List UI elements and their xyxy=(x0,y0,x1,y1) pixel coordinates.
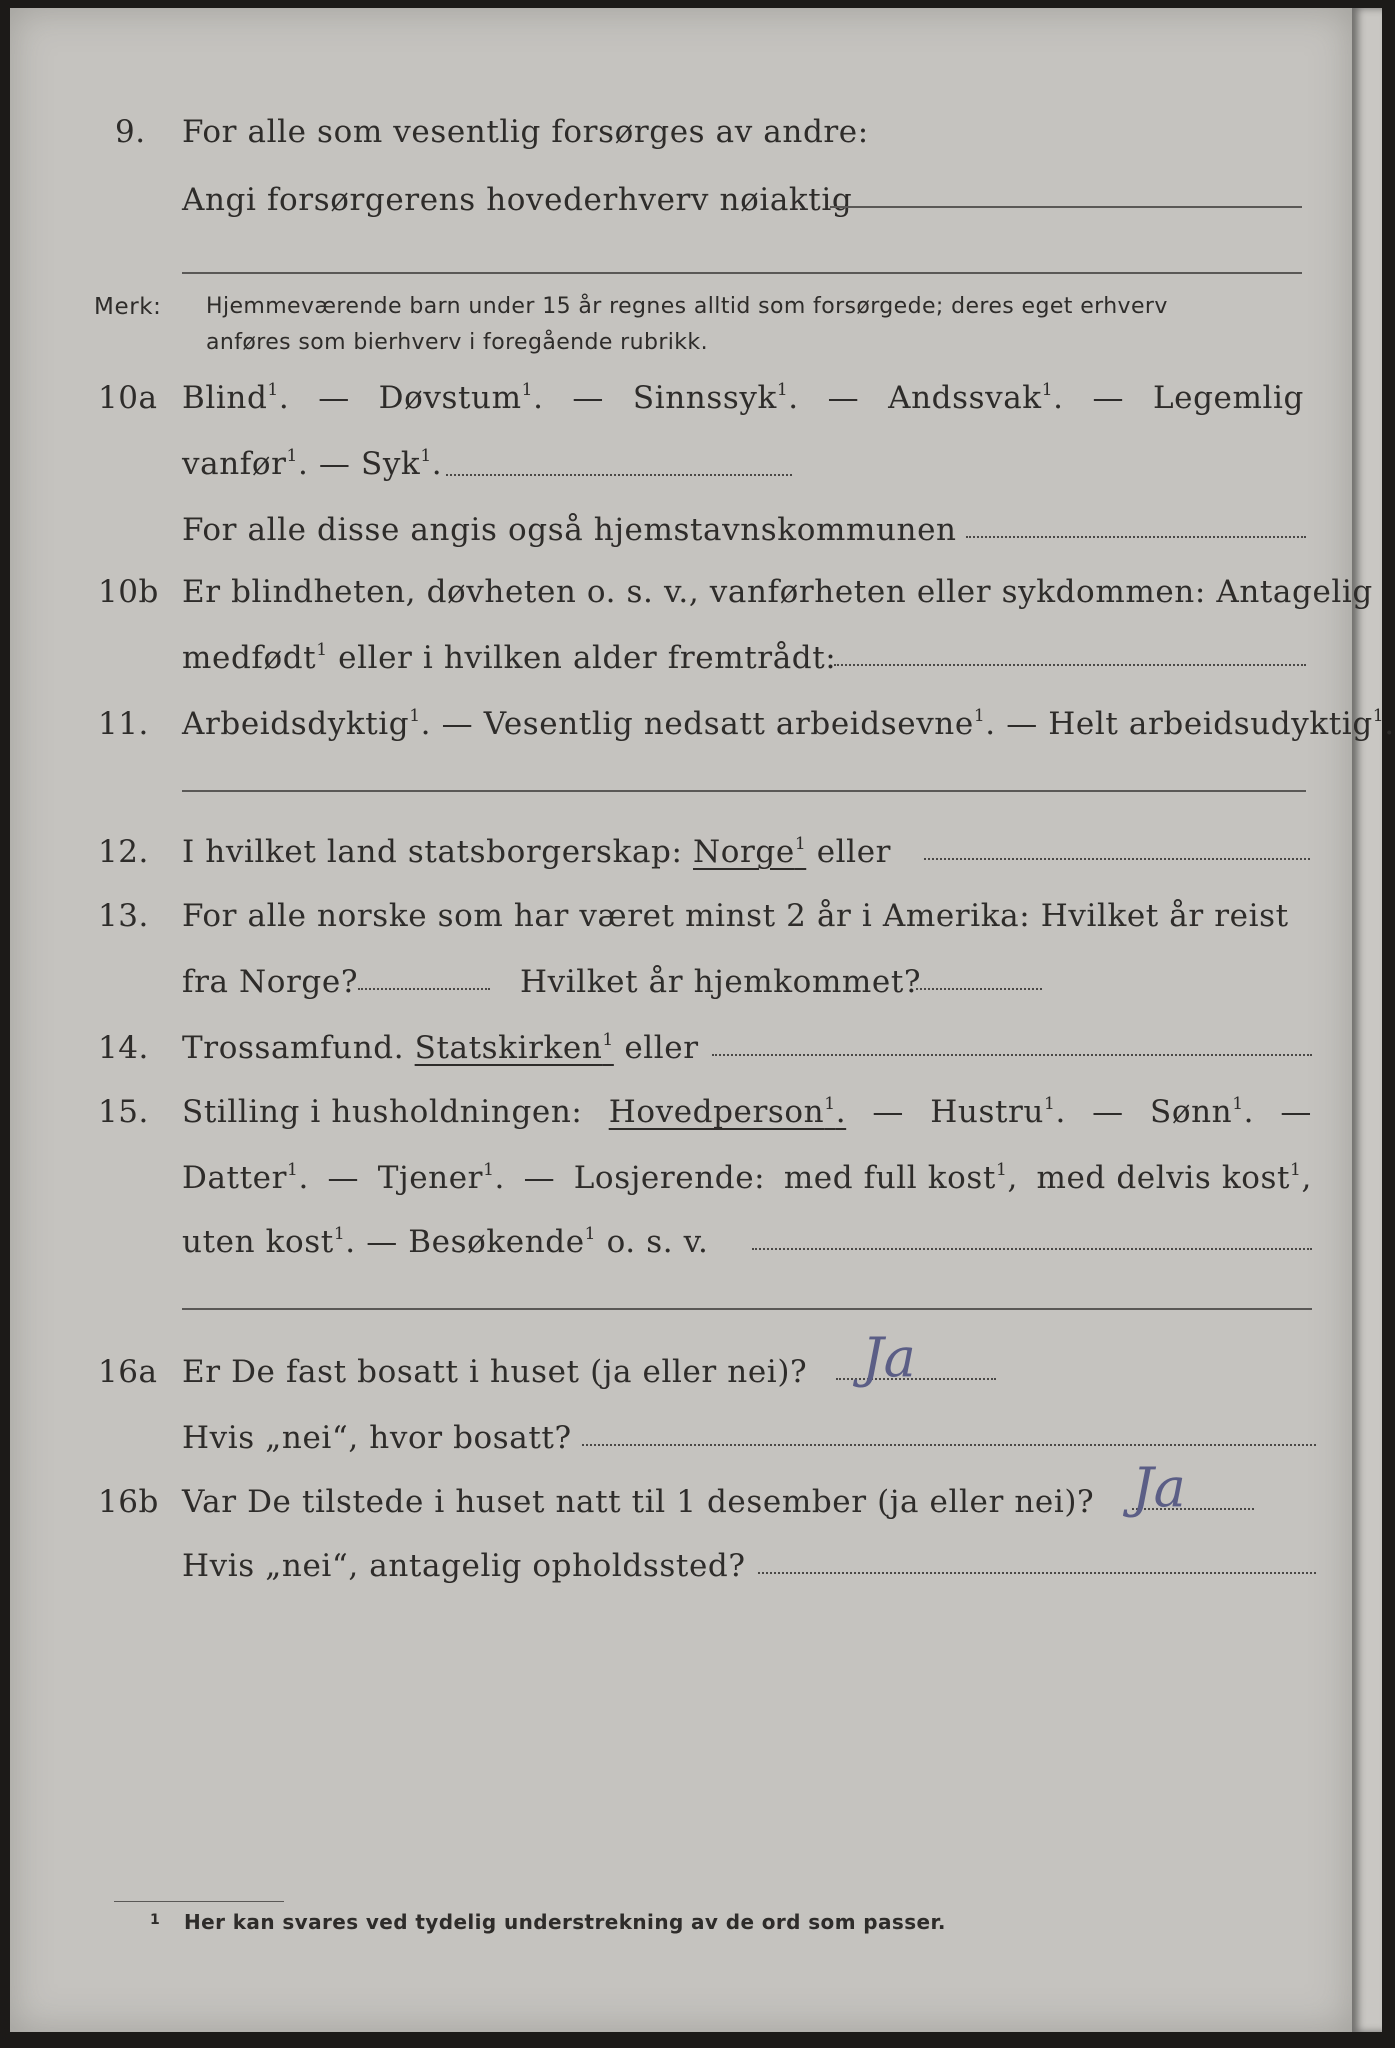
footnote-mark: 1 xyxy=(150,1912,161,1928)
q13-line1: For alle norske som har været minst 2 år i Amerika: Hvilket år reist xyxy=(182,898,1289,934)
q11-nedsatt[interactable]: Vesentlig nedsatt arbeidsevne$^1$. xyxy=(483,706,996,742)
q16a-line2: Hvis „nei“, hvor bosatt? xyxy=(182,1420,572,1456)
q16a-number: 16a xyxy=(98,1354,158,1390)
q15-number: 15. xyxy=(98,1094,149,1130)
q16a-answer: Ja xyxy=(862,1326,916,1389)
q15-fullkost[interactable]: med full kost$^1$, xyxy=(783,1160,1018,1196)
q10a-vanfor[interactable]: vanfør$^1$. xyxy=(182,446,309,482)
q9-line2: Angi forsørgerens hovederhverv nøiaktig xyxy=(182,182,853,218)
q12-norge[interactable]: Norge$^1$ xyxy=(693,834,807,870)
q10a-legemlig[interactable]: Legemlig xyxy=(1152,380,1304,416)
q12-number: 12. xyxy=(98,834,149,870)
q15-sonn[interactable]: Sønn$^1$. xyxy=(1149,1094,1255,1130)
q16b-line1: Var De tilstede i huset natt til 1 desember (ja eller nei)? xyxy=(182,1484,1095,1520)
q11-arbeidsdyktig[interactable]: Arbeidsdyktig$^1$. xyxy=(182,706,432,742)
q13-reist-label: fra Norge? xyxy=(182,964,359,1000)
q11-number: 11. xyxy=(98,706,149,742)
q13-number: 13. xyxy=(98,898,149,934)
q15-datter[interactable]: Datter$^1$. xyxy=(182,1160,309,1196)
q15-line1: Stilling i husholdningen: Hovedperson$^1$. — Hustru$^1$. — Sønn$^1$. — xyxy=(182,1094,1312,1130)
q10a-sinnssyk[interactable]: Sinnssyk$^1$. xyxy=(632,380,799,416)
q12-answer-line[interactable] xyxy=(924,858,1310,860)
q10a-line2: vanfør$^1$. — Syk$^1$. xyxy=(182,446,443,482)
q15-tjener[interactable]: Tjener$^1$. xyxy=(377,1160,505,1196)
q10a-number: 10a xyxy=(98,380,158,416)
q10a-dovstum[interactable]: Døvstum$^1$. xyxy=(378,380,544,416)
q11-udyktig[interactable]: Helt arbeidsudyktig$^1$. xyxy=(1048,706,1395,742)
q16a-bosatt-line[interactable] xyxy=(582,1444,1316,1446)
merk-line1: Hjemmeværende barn under 15 år regnes alltid som forsørgede; deres eget erhverv xyxy=(206,294,1168,319)
q15-besokende[interactable]: Besøkende$^1$ xyxy=(408,1224,597,1260)
q15-line3: uten kost$^1$. — Besøkende$^1$ o. s. v. xyxy=(182,1224,709,1260)
q10a-line1: Blind$^1$. — Døvstum$^1$. — Sinnssyk$^1$. — Andssvak$^1$. — Legemlig xyxy=(182,380,1304,416)
q13-reist-line[interactable] xyxy=(358,988,490,990)
q15-hovedperson[interactable]: Hovedperson$^1$. xyxy=(608,1094,847,1130)
q15-answer-line[interactable] xyxy=(752,1248,1312,1250)
merk-label: Merk: xyxy=(94,294,162,320)
q9-answer-line-2[interactable] xyxy=(182,272,1302,274)
q15-utenkost[interactable]: uten kost$^1$. xyxy=(182,1224,356,1260)
q14-number: 14. xyxy=(98,1030,149,1066)
q9-number: 9. xyxy=(115,114,146,150)
q10a-blind[interactable]: Blind$^1$. xyxy=(182,380,290,416)
q14-statskirken[interactable]: Statskirken$^1$ xyxy=(414,1030,614,1066)
q16a-line1: Er De fast bosatt i huset (ja eller nei)? xyxy=(182,1354,808,1390)
footnote-rule xyxy=(114,1901,284,1902)
footnote-text: Her kan svares ved tydelig understrekning av de ord som passer. xyxy=(184,1910,946,1934)
q15-answer-line-2[interactable] xyxy=(182,1308,1312,1310)
q10b-line2: medfødt$^1$ eller i hvilken alder fremtrådt: xyxy=(182,640,837,676)
q12-line: I hvilket land statsborgerskap: Norge$^1$ eller xyxy=(182,834,892,870)
q11-line: Arbeidsdyktig$^1$. — Vesentlig nedsatt arbeidsevne$^1$. — Helt arbeidsudyktig$^1$. xyxy=(182,706,1395,742)
q9-answer-line[interactable] xyxy=(830,206,1302,208)
page-edge xyxy=(1352,8,1382,2032)
merk-line2: anføres som bierhverv i foregående rubrikk. xyxy=(206,330,708,355)
q16b-answer: Ja xyxy=(1132,1456,1186,1519)
q13-hjemkommet-label: Hvilket år hjemkommet? xyxy=(520,964,922,1000)
q10a-answer-line[interactable] xyxy=(446,474,792,476)
q10b-number: 10b xyxy=(98,574,159,610)
q11-answer-line[interactable] xyxy=(182,790,1306,792)
q15-line2: Datter$^1$. — Tjener$^1$. — Losjerende: med full kost$^1$, med delvis kost$^1$, xyxy=(182,1160,1312,1196)
q15-hustru[interactable]: Hustru$^1$. xyxy=(930,1094,1066,1130)
q10b-answer-line[interactable] xyxy=(834,664,1306,666)
q15-delviskost[interactable]: med delvis kost$^1$, xyxy=(1036,1160,1312,1196)
q16a-answer-line[interactable] xyxy=(836,1378,996,1380)
q10a-kommune-line[interactable] xyxy=(966,536,1306,538)
q10b-line1: Er blindheten, døvheten o. s. v., vanførheten eller sykdommen: Antagelig xyxy=(182,574,1373,610)
q14-answer-line[interactable] xyxy=(712,1054,1312,1056)
q16b-line2: Hvis „nei“, antagelig opholdssted? xyxy=(182,1548,746,1584)
q16b-number: 16b xyxy=(98,1484,159,1520)
q10b-medfodt[interactable]: medfødt$^1$ xyxy=(182,640,328,676)
q10a-andssvak[interactable]: Andssvak$^1$. xyxy=(888,380,1064,416)
q9-line1: For alle som vesentlig forsørges av andre: xyxy=(182,114,869,150)
q14-line: Trossamfund. Statskirken$^1$ eller xyxy=(182,1030,699,1066)
q16b-opholdssted-line[interactable] xyxy=(758,1572,1316,1574)
q13-hjemkommet-line[interactable] xyxy=(916,988,1042,990)
q10a-syk[interactable]: Syk$^1$. xyxy=(360,446,443,482)
q10a-line3: For alle disse angis også hjemstavnskommunen xyxy=(182,512,957,548)
